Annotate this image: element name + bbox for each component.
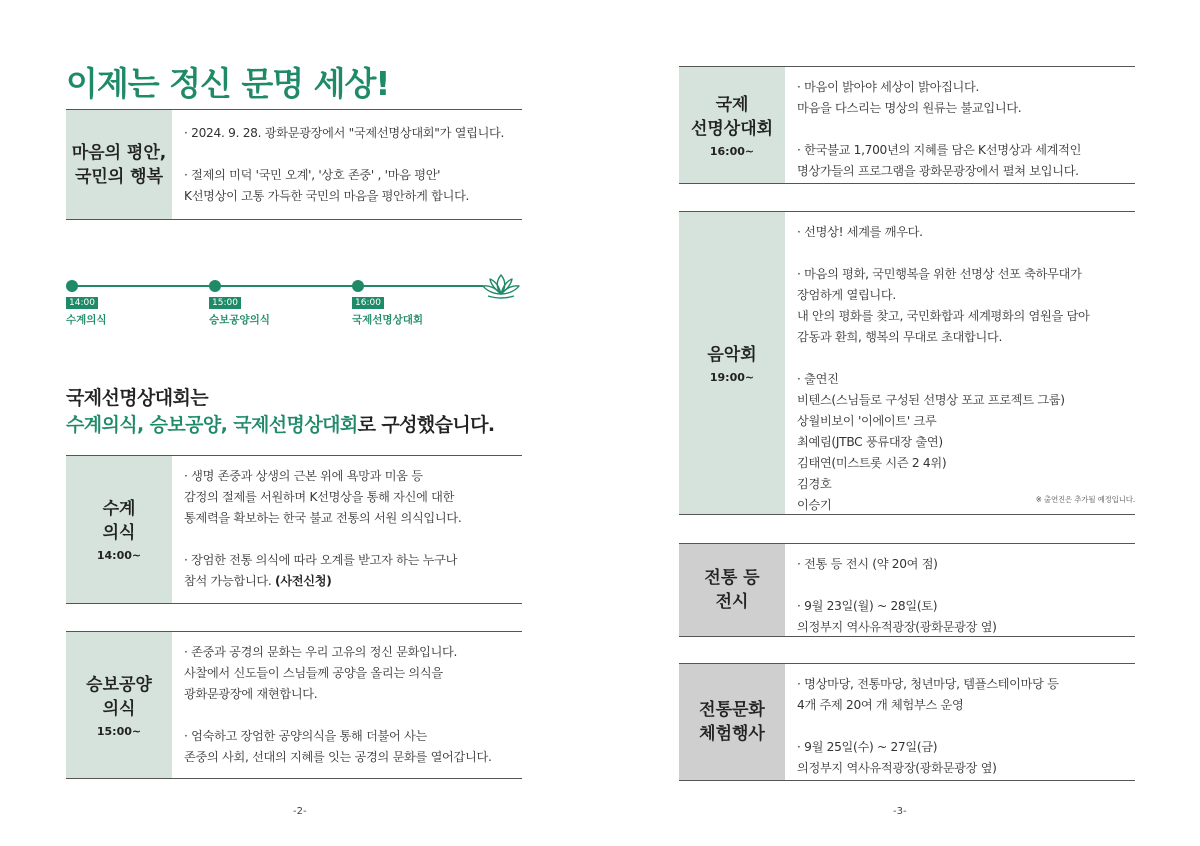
heading-rest: 로 구성했습니다. (357, 414, 495, 436)
concert-paragraph-2: · 마음의 평화, 국민행복을 위한 선명상 선포 축하무대가 장엄하게 열립니다. 내 안의 평화를 찾고, 국민화합과 세계평화의 염원을 담아 감동과 환희, 행복의 무대로 초대합니다. (797, 267, 1090, 344)
intro-body (172, 110, 504, 219)
suye-block (66, 455, 522, 604)
timeline-time-2: 15:00 (209, 297, 241, 309)
timeline-dot-1 (66, 280, 78, 292)
meditation-label-title: 국제 선명상대회 (690, 94, 774, 139)
timeline-name-3: 국제선명상대회 (352, 314, 424, 326)
seungbo-block (66, 631, 522, 779)
lantern-paragraph-1: · 전통 등 전시 (약 20여 점) (797, 557, 938, 571)
intro-paragraph-2: · 절제의 미덕 '국민 오계', '상호 존중' , '마음 평안' K선명상이 고통 가득한 국민의 마음을 평안하게 합니다. (184, 168, 470, 203)
lantern-label-title: 전통 등 전시 (704, 568, 760, 612)
lantern-paragraph-2: · 9월 23일(월) ~ 28일(토) 의정부지 역사유적광장(광화문광장 옆) (797, 599, 997, 634)
heading-highlight: 수계의식, 승보공양, 국제선명상대회 (66, 414, 358, 436)
seungbo-paragraph-2: · 엄숙하고 장엄한 공양의식을 통해 더불어 사는 존중의 사회, 선대의 지혜를 잇는 공경의 문화를 열어갑니다. (184, 729, 492, 764)
meditation-body (785, 67, 1081, 183)
lantern-body (785, 544, 997, 636)
timeline-name-2: 승보공양의식 (209, 314, 270, 326)
timeline-line (71, 285, 483, 287)
page-number-left: -2- (293, 806, 307, 817)
page-title: 이제는 정신 문명 세상! (66, 64, 390, 103)
intro-paragraph-1: · 2024. 9. 28. 광화문광장에서 "국제선명상대회"가 열립니다. (184, 126, 505, 140)
seungbo-paragraph-1: · 존중과 공경의 문화는 우리 고유의 정신 문화입니다. 사찰에서 신도들이 스님들께 공양을 올리는 의식을 광화문광장에 재현합니다. (184, 645, 458, 701)
experience-paragraph-1: · 명상마당, 전통마당, 청년마당, 템플스테이마당 등 4개 주제 20여 개 체험부스 운영 (797, 677, 1059, 712)
seungbo-label-time: 15:00~ (96, 724, 142, 738)
seungbo-label-title: 승보공양 의식 (86, 674, 152, 719)
experience-block (679, 663, 1135, 781)
seungbo-label (66, 632, 172, 778)
performers-note: ※ 출연진은 추가될 예정입니다. (1035, 495, 1135, 504)
concert-label-title: 음악회 (707, 344, 757, 365)
timeline-dot-3 (352, 280, 364, 292)
experience-label (679, 664, 785, 780)
suye-paragraph-2 (184, 550, 461, 592)
suye-paragraph-1: · 생명 존중과 상생의 근본 위에 욕망과 미움 등 감정의 절제를 서원하며 K선명상을 통해 자신에 대한 통제력을 확보하는 한국 불교 전통의 서원 의식입니다. (184, 469, 462, 525)
intro-label-title: 마음의 평안, 국민의 행복 (71, 142, 167, 187)
suye-label-title: 수계 의식 (102, 499, 136, 543)
performers-list: · 출연진 비텐스(스님들로 구성된 선명상 포교 프로젝트 그룹) 상월비보이 '이에이트' 크루 최예림(JTBC 풍류대장 출연) 김태연(미스트롯 시즌 2 4위) 김경호 이승기 (797, 372, 1065, 512)
concert-block (679, 211, 1135, 515)
concert-label-time: 19:00~ (709, 370, 755, 384)
section-heading (66, 385, 495, 439)
suye-paragraph-2-text: · 장엄한 전통 의식에 따라 오계를 받고자 하는 누구나 참석 가능합니다. (184, 553, 458, 588)
meditation-label-time: 16:00~ (709, 144, 755, 158)
concert-label (679, 212, 785, 514)
meditation-block (679, 66, 1135, 184)
experience-paragraph-2: · 9월 25일(수) ~ 27일(금) 의정부지 역사유적광장(광화문광장 옆) (797, 740, 997, 775)
pre-registration-note: (사전신청) (275, 574, 332, 588)
concert-body (785, 212, 1135, 514)
seungbo-body (172, 632, 492, 778)
suye-label-time: 14:00~ (96, 549, 142, 562)
meditation-paragraph-1: · 마음이 밝아야 세상이 밝아집니다. 마음을 다스리는 명상의 원류는 불교입니다. (797, 80, 1022, 115)
intro-label (66, 110, 172, 219)
timeline-dot-2 (209, 280, 221, 292)
timeline-time-1: 14:00 (66, 297, 98, 309)
suye-label (66, 456, 172, 603)
schedule-timeline (66, 270, 536, 330)
intro-block (66, 109, 522, 220)
suye-body (172, 456, 461, 603)
meditation-label (679, 67, 785, 183)
lantern-block (679, 543, 1135, 637)
timeline-time-3: 16:00 (352, 297, 384, 309)
heading-line-2 (66, 412, 495, 439)
concert-paragraph-1: · 선명상! 세계를 깨우다. (797, 225, 923, 239)
lantern-label (679, 544, 785, 636)
page-number-right: -3- (893, 806, 907, 817)
experience-label-title: 전통문화 체험행사 (699, 700, 765, 744)
meditation-paragraph-2: · 한국불교 1,700년의 지혜를 담은 K선명상과 세계적인 명상가들의 프로그램을 광화문광장에서 펼쳐 보입니다. (797, 143, 1082, 178)
experience-body (785, 664, 1059, 780)
timeline-name-1: 수계의식 (66, 314, 107, 326)
lotus-icon (480, 272, 522, 300)
right-page (600, 0, 1200, 846)
heading-line-1: 국제선명상대회는 (66, 387, 209, 409)
